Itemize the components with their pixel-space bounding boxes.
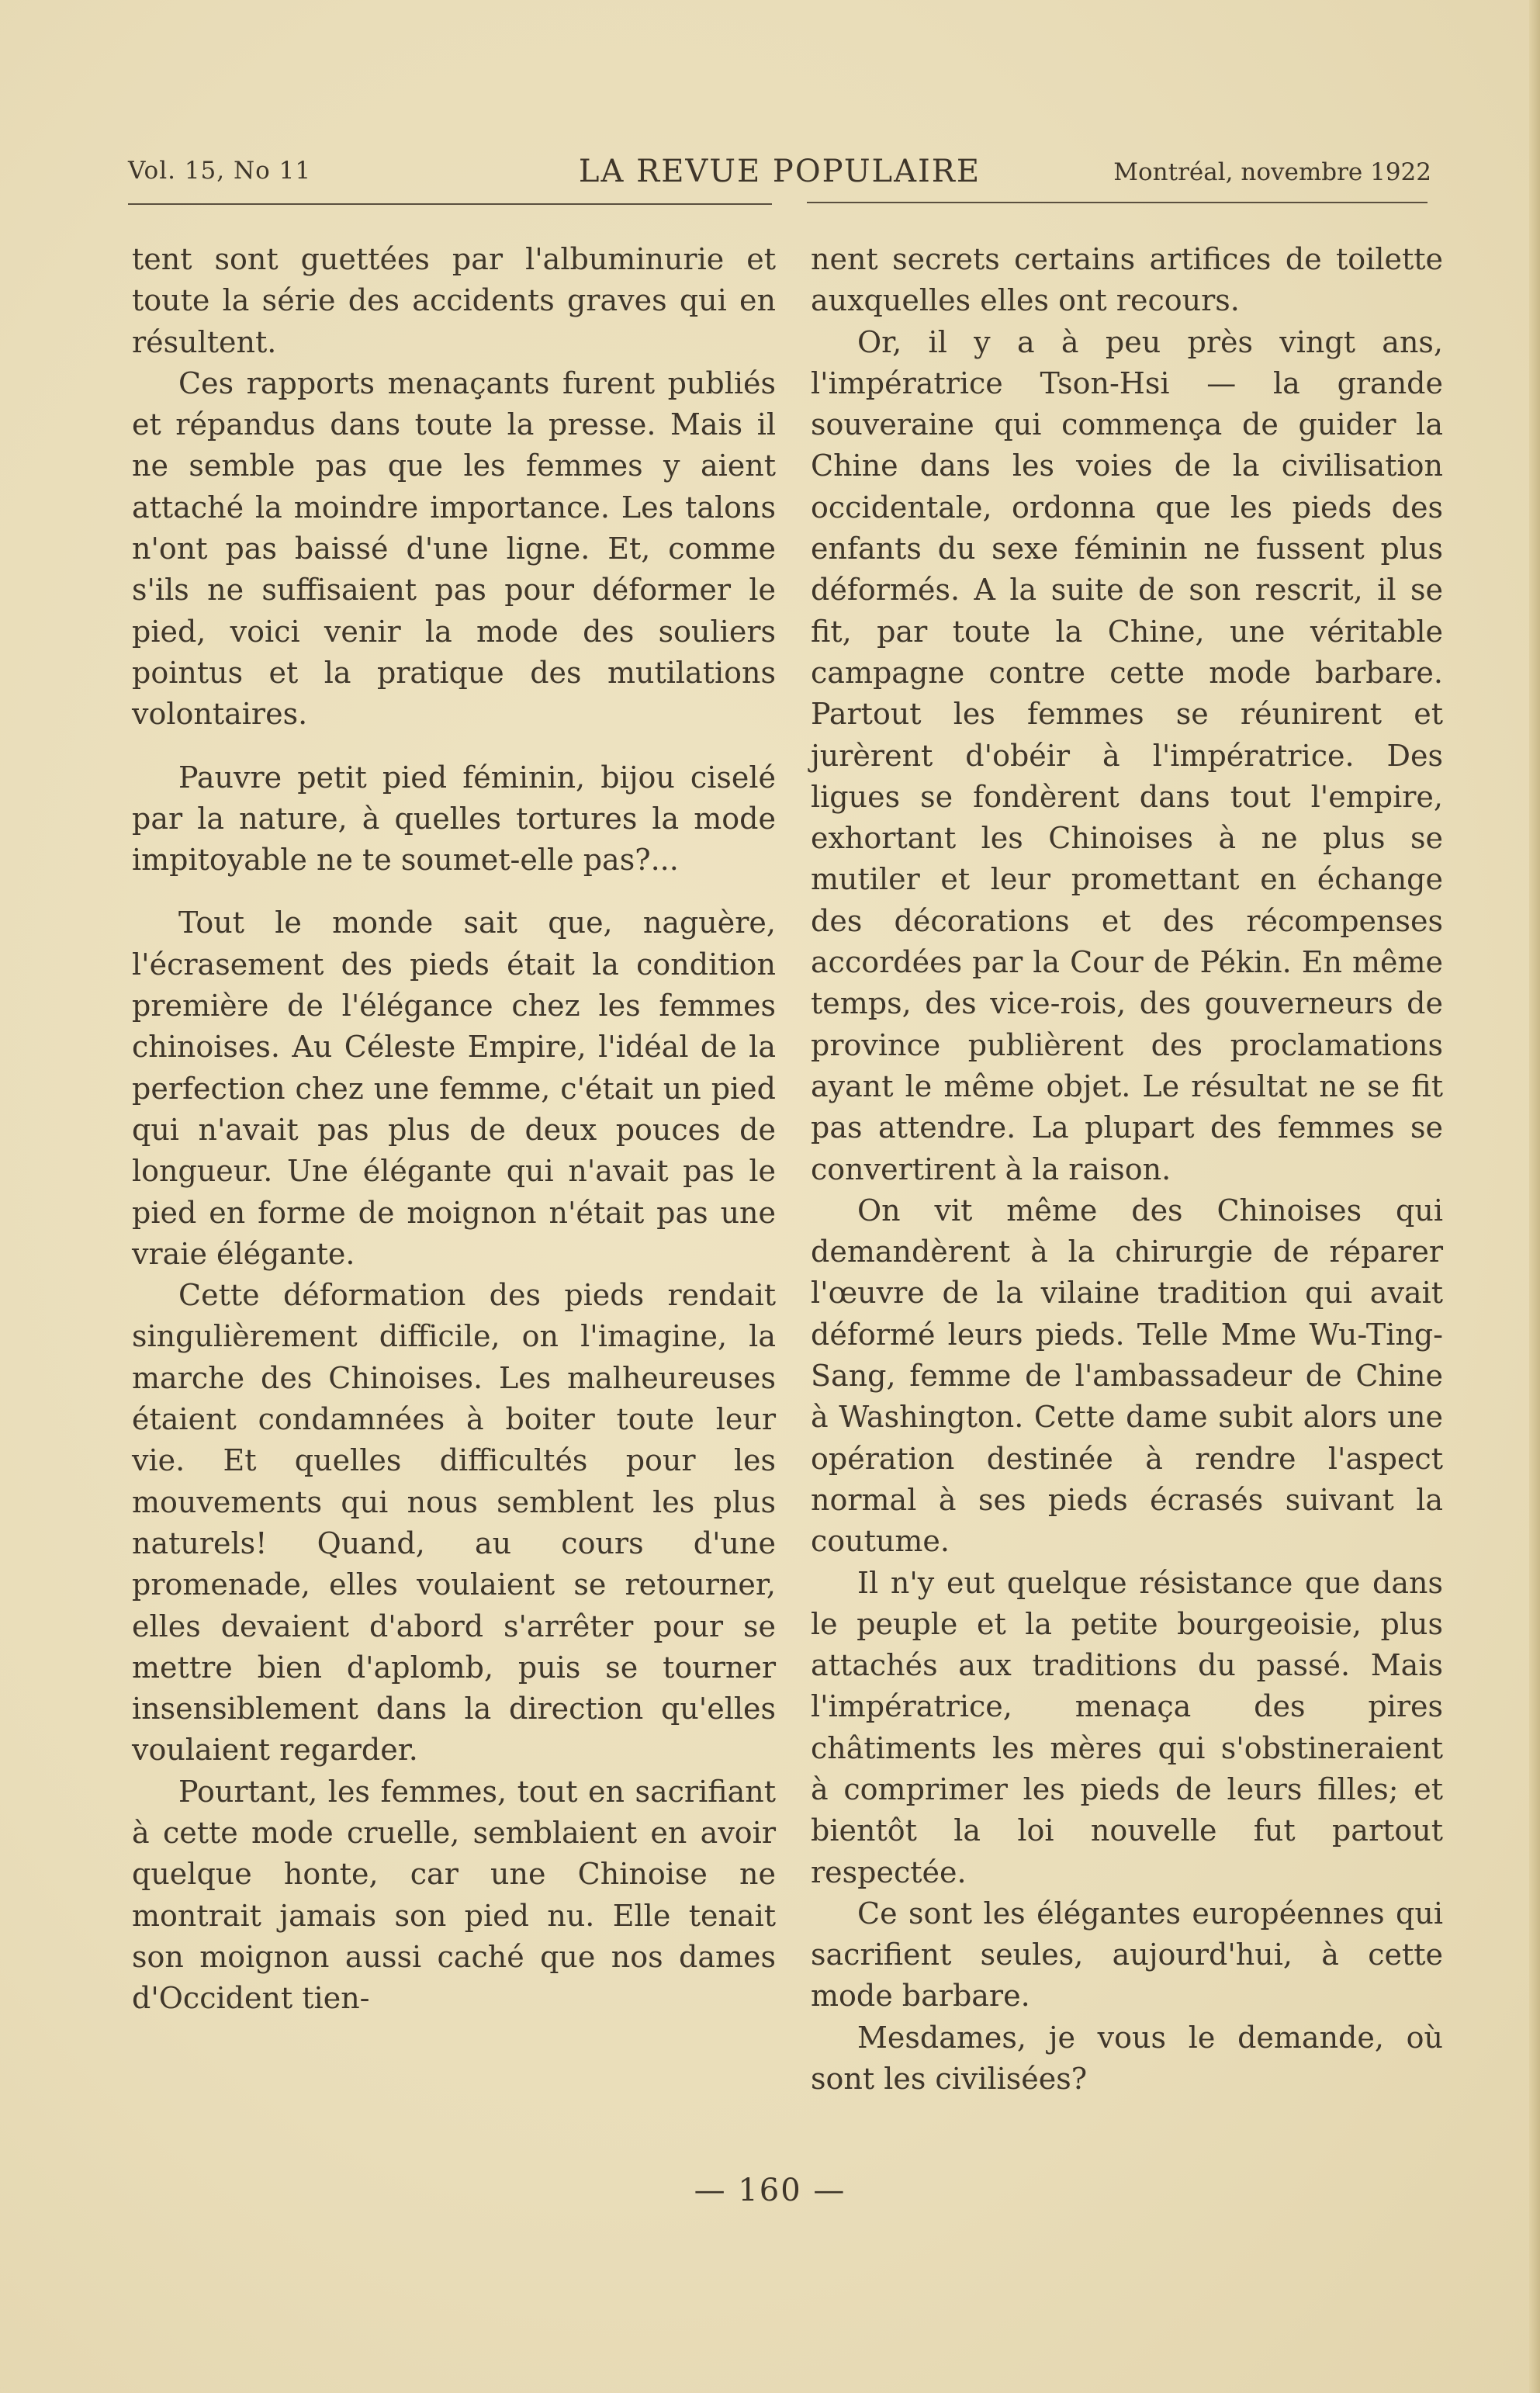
- right-column: [811, 239, 1443, 2100]
- page-header: [128, 152, 1431, 199]
- paragraph: tent sont guettées par l'albuminurie et toute la série des accidents graves qui en résultent.: [132, 242, 776, 359]
- paragraph: Pauvre petit pied féminin, bijou ciselé par la nature, à quelles tortures la mode impitoyable ne te soumet-elle pas?...: [132, 760, 776, 878]
- volume-issue: Vol. 15, No 11: [128, 157, 312, 185]
- paragraph: Or, il y a à peu près vingt ans, l'impératrice Tson-Hsi — la grande souveraine qui commença de guider la Chine dans les voies de la civilisation occidentale, ordonna que les pieds des enfants du sexe féminin ne fussent plus déformés. A la suite de son rescrit, il se fit, par toute la Chine, une véritable campagne contre cette mode barbare. Partout les femmes se réunirent et jurèrent d'obéir à l'impératrice. Des ligues se fondèrent dans tout l'empire, exhortant les Chinoises à ne plus se mutiler et leur promettant en échange des décorations et des récompenses accordées par la Cour de Pékin. En même temps, des vice-rois, des gouverneurs de province publièrent des proclamations ayant le même objet. Le résultat ne se fit pas attendre. La plupart des femmes se convertirent à la raison.: [811, 324, 1443, 1186]
- left-column: [132, 239, 776, 2019]
- page-edge: [1529, 0, 1540, 2393]
- paragraph: On vit même des Chinoises qui demandèrent à la chirurgie de réparer l'œuvre de la vilaine tradition qui avait déformé leurs pieds. Telle Mme Wu-Ting-Sang, femme de l'ambassadeur de Chine à Washington. Cette dame subit alors une opération destinée à rendre l'aspect normal à ses pieds écrasés suivant la coutume.: [811, 1193, 1443, 1559]
- paragraph: Ces rapports menaçants furent publiés et répandus dans toute la presse. Mais il ne semble pas que les femmes y aient attaché la moindre importance. Les talons n'ont pas baissé d'une ligne. Et, comme s'ils ne suffisaient pas pour déformer le pied, voici venir la mode des souliers pointus et la pratique des mutilations volontaires.: [132, 365, 776, 732]
- place-date: Montréal, novembre 1922: [1113, 158, 1431, 186]
- paragraph: Il n'y eut quelque résistance que dans le peuple et la petite bourgeoisie, plus attachés aux traditions du passé. Mais l'impératrice, menaça des pires châtiments les mères qui s'obstineraient à comprimer les pieds de leurs filles; et bientôt la loi nouvelle fut partout respectée.: [811, 1565, 1443, 1889]
- paragraph: nent secrets certains artifices de toilette auxquelles elles ont recours.: [811, 242, 1443, 318]
- paragraph: Tout le monde sait que, naguère, l'écrasement des pieds était la condition première de l'élégance chez les femmes chinoises. Au Céleste Empire, l'idéal de la perfection chez une femme, c'était un pied qui n'avait pas plus de deux pouces de longueur. Une élégante qui n'avait pas le pied en forme de moignon n'était pas une vraie élégante.: [132, 906, 776, 1271]
- header-rule-left: [128, 203, 772, 205]
- header-rule-right: [807, 202, 1428, 203]
- paragraph: Ce sont les élégantes européennes qui sacrifient seules, aujourd'hui, à cette mode barbare.: [811, 1896, 1443, 2014]
- paragraph: Pourtant, les femmes, tout en sacrifiant à cette mode cruelle, semblaient en avoir quelque honte, car une Chinoise ne montrait jamais son pied nu. Elle tenait son moignon aussi caché que nos dames d'Occident tien-: [132, 1774, 776, 2016]
- page-number: — 160 —: [694, 2173, 846, 2208]
- publication-title: LA REVUE POPULAIRE: [578, 154, 981, 189]
- paragraph: Mesdames, je vous le demande, où sont les civilisées?: [811, 2020, 1443, 2097]
- paragraph: Cette déformation des pieds rendait singulièrement difficile, on l'imagine, la marche des Chinoises. Les malheureuses étaient condamnées à boiter toute leur vie. Et quelles difficultés pour les mouvements qui nous semblent les plus naturels! Quand, au cours d'une promenade, elles voulaient se retourner, elles devaient d'abord s'arrêter pour se mettre bien d'aplomb, puis se tourner insensiblement dans la direction qu'elles voulaient regarder.: [132, 1278, 776, 1768]
